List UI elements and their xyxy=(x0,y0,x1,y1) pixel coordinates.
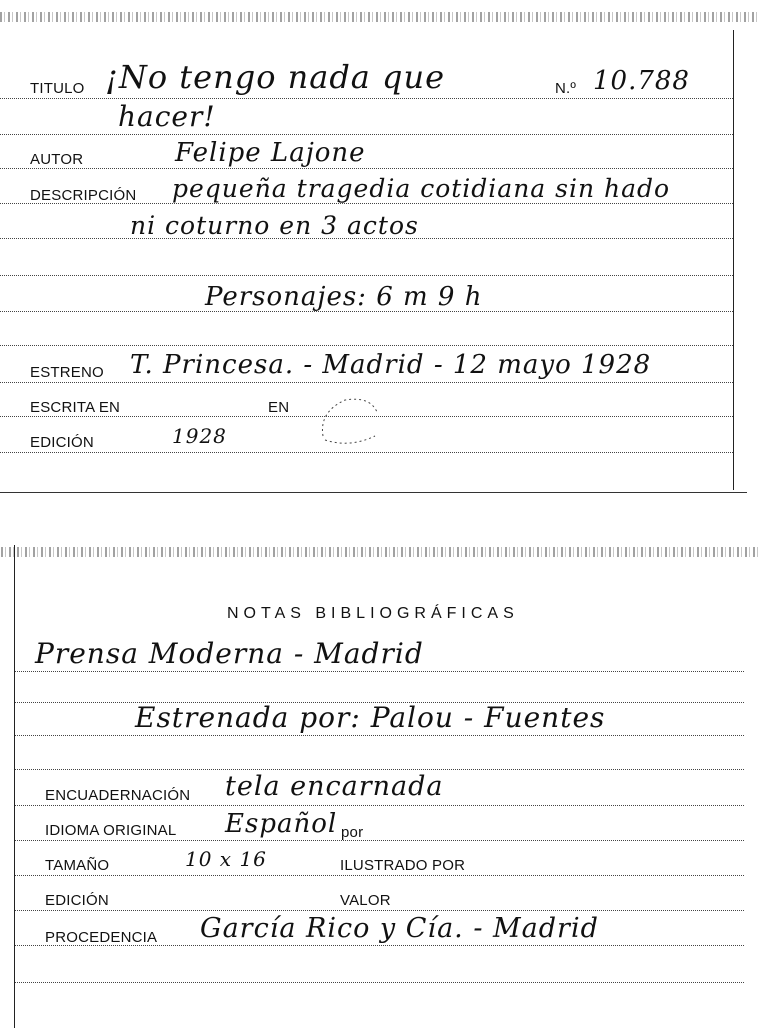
estreno-value: T. Princesa. - Madrid - 12 mayo 1928 xyxy=(130,350,652,380)
titulo-label: TITULO xyxy=(30,80,85,97)
ruled-line xyxy=(15,982,744,983)
escrita-en-label: ESCRITA EN xyxy=(30,399,121,416)
idioma-value: Español xyxy=(225,809,338,839)
ruled-line xyxy=(0,452,733,453)
por-label: por xyxy=(341,824,364,841)
tamano-label: TAMAÑO xyxy=(45,857,110,874)
ruled-line xyxy=(15,875,744,876)
numero-label: N.º xyxy=(555,80,577,97)
ruled-line xyxy=(0,382,733,383)
autor-label: AUTOR xyxy=(30,151,84,168)
ilustrado-label: ILUSTRADO POR xyxy=(340,857,466,874)
ruled-line xyxy=(15,910,744,911)
ruled-line xyxy=(0,134,733,135)
catalog-card-back xyxy=(14,545,759,1028)
perforated-edge xyxy=(1,547,759,557)
perforated-edge xyxy=(0,12,759,22)
encuadernacion-value: tela encarnada xyxy=(225,771,444,802)
procedencia-value: García Rico y Cía. - Madrid xyxy=(200,913,599,944)
ruled-line xyxy=(0,345,733,346)
ruled-line xyxy=(15,805,744,806)
titulo-value-line2: hacer! xyxy=(118,100,216,133)
ruled-line xyxy=(15,735,744,736)
edicion-value: 1928 xyxy=(172,424,227,448)
procedencia-label: PROCEDENCIA xyxy=(45,929,158,946)
encuadernacion-label: ENCUADERNACIÓN xyxy=(45,787,191,804)
ruled-line xyxy=(15,840,744,841)
descripcion-value-line1: pequeña tragedia cotidiana sin hado xyxy=(172,174,671,203)
idioma-label: IDIOMA ORIGINAL xyxy=(45,822,177,839)
ruled-line xyxy=(0,275,733,276)
en-label: EN xyxy=(268,399,290,416)
descripcion-label: DESCRIPCIÓN xyxy=(30,187,137,204)
ruled-line xyxy=(15,769,744,770)
ruled-line xyxy=(0,168,733,169)
ruled-line xyxy=(15,671,744,672)
notas-heading: NOTAS BIBLIOGRÁFICAS xyxy=(227,605,519,622)
titulo-value-line1: ¡No tengo nada que xyxy=(105,58,446,96)
punch-hole-mark xyxy=(315,392,385,448)
catalog-card-front xyxy=(0,0,759,495)
card-bottom-edge xyxy=(0,492,747,493)
card-right-border xyxy=(733,30,734,490)
ruled-line xyxy=(0,98,733,99)
personajes-value: Personajes: 6 m 9 h xyxy=(205,282,483,312)
notas-line1: Prensa Moderna - Madrid xyxy=(35,637,424,670)
estreno-label: ESTRENO xyxy=(30,364,104,381)
edicion2-label: EDICIÓN xyxy=(45,892,109,909)
autor-value: Felipe Lajone xyxy=(175,138,366,168)
edicion-label: EDICIÓN xyxy=(30,434,94,451)
valor-label: VALOR xyxy=(340,892,391,909)
numero-value: 10.788 xyxy=(593,66,690,96)
notas-line2: Estrenada por: Palou - Fuentes xyxy=(135,701,606,734)
descripcion-value-line2: ni coturno en 3 actos xyxy=(130,211,419,240)
tamano-value: 10 x 16 xyxy=(185,847,267,871)
